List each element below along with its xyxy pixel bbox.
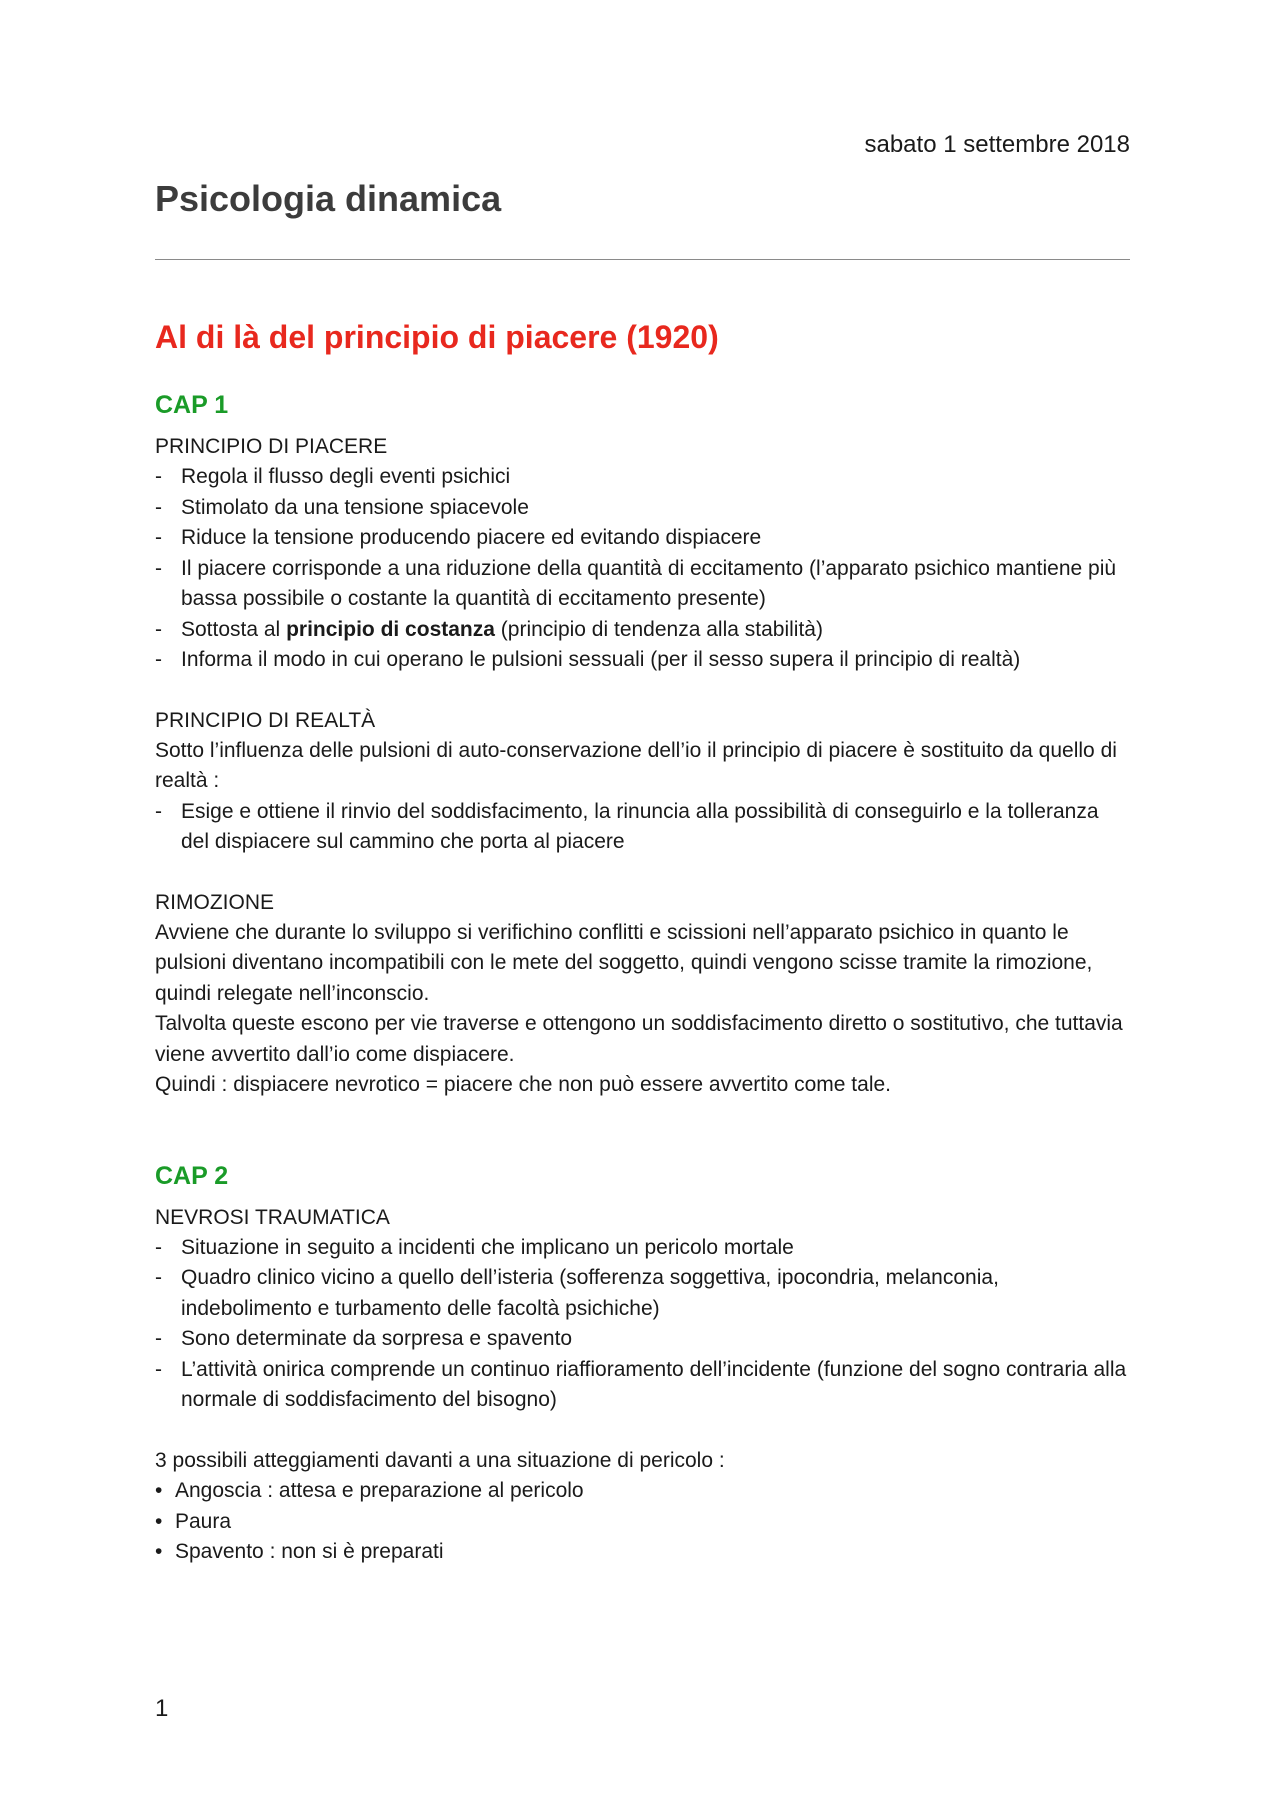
- list-item: • Angoscia : attesa e preparazione al pericolo: [155, 1476, 1130, 1507]
- list-item: - Informa il modo in cui operano le pulsioni sessuali (per il sesso supera il principio di realtà): [155, 645, 1130, 676]
- dash-marker: -: [155, 465, 162, 488]
- dash-marker: -: [155, 526, 162, 549]
- list-item: - Stimolato da una tensione spiacevole: [155, 493, 1130, 524]
- list-item: • Spavento : non si è preparati: [155, 1537, 1130, 1568]
- dash-marker: -: [155, 1266, 162, 1289]
- block-title-principio-realta: PRINCIPIO DI REALTÀ: [155, 708, 376, 732]
- rimozione-paragraph: Talvolta queste escono per vie traverse e ottengono un soddisfacimento diretto o sostitutivo, che tuttavia viene avvertito dall’io come dispiacere.: [155, 1012, 1123, 1066]
- dash-marker: -: [155, 1327, 162, 1350]
- bullet-marker: •: [155, 1479, 163, 1502]
- atteggiamenti-intro: 3 possibili atteggiamenti davanti a una situazione di pericolo :: [155, 1448, 725, 1472]
- list-item: - Regola il flusso degli eventi psichici: [155, 462, 1130, 493]
- page-number: 1: [155, 1695, 169, 1722]
- list-item: - Sono determinate da sorpresa e spavento: [155, 1324, 1130, 1355]
- dash-marker: -: [155, 495, 162, 519]
- list-item: - Sottosta al principio di costanza (principio di tendenza alla stabilità): [155, 615, 1130, 646]
- section-heading: Al di là del principio di piacere (1920): [155, 319, 719, 355]
- bullet-marker: •: [155, 1509, 163, 1533]
- title-divider: [155, 259, 1130, 260]
- dash-marker: -: [155, 1235, 162, 1259]
- list-item: - L’attività onirica comprende un continuo riaffioramento dell’incidente (funzione del sogno contraria alla normale di soddisfacimento del bisogno): [155, 1355, 1130, 1416]
- list-item: - Riduce la tensione producendo piacere ed evitando dispiacere: [155, 523, 1130, 554]
- dash-marker: -: [155, 1357, 162, 1381]
- list-item: - Esige e ottiene il rinvio del soddisfacimento, la rinuncia alla possibilità di conseguirlo e la tolleranza del dispiacere sul cammino che porta al piacere: [155, 797, 1130, 858]
- document-page: [155, 0, 1130, 1811]
- document-body: [155, 318, 1130, 1568]
- list-item: • Paura: [155, 1507, 1130, 1538]
- chapter-heading-1: CAP 1: [155, 391, 229, 419]
- list-item: - Quadro clinico vicino a quello dell’isteria (sofferenza soggettiva, ipocondria, melanconia, indebolimento e turbamento delle facoltà psichiche): [155, 1263, 1130, 1324]
- rimozione-paragraph: Quindi : dispiacere nevrotico = piacere che non può essere avvertito come tale.: [155, 1073, 891, 1096]
- bullet-marker: •: [155, 1540, 163, 1563]
- chapter-heading-2: CAP 2: [155, 1161, 229, 1190]
- dash-marker: -: [155, 556, 162, 580]
- emphasis-principio-costanza: principio di costanza: [286, 617, 495, 641]
- block-title-nevrosi-traumatica: NEVROSI TRAUMATICA: [155, 1205, 390, 1229]
- document-title: Psicologia dinamica: [155, 178, 502, 219]
- principio-realta-intro: Sotto l’influenza delle pulsioni di auto-conservazione dell’io il principio di piacere è sostituito da quello di realtà :: [155, 738, 1117, 792]
- dash-marker: -: [155, 799, 162, 823]
- principio-piacere-list: [155, 462, 1130, 676]
- dash-marker: -: [155, 648, 162, 671]
- list-item: - Situazione in seguito a incidenti che implicano un pericolo mortale: [155, 1233, 1130, 1264]
- atteggiamenti-list: [155, 1476, 1130, 1568]
- block-title-rimozione: RIMOZIONE: [155, 890, 274, 914]
- block-title-principio-piacere: PRINCIPIO DI PIACERE: [155, 435, 388, 458]
- dash-marker: -: [155, 617, 162, 641]
- nevrosi-list: [155, 1233, 1130, 1416]
- rimozione-paragraph: Avviene che durante lo sviluppo si verifichino conflitti e scissioni nell’apparato psichico in quanto le pulsioni diventano incompatibili con le mete del soggetto, quindi vengono scisse tramite la rimozione, quindi relegate nell’inconscio.: [155, 920, 1093, 1005]
- list-item: - Il piacere corrisponde a una riduzione della quantità di eccitamento (l’apparato psichico mantiene più bassa possibile o costante la quantità di eccitamento presente): [155, 554, 1130, 615]
- principio-realta-list: [155, 797, 1130, 858]
- document-date: sabato 1 settembre 2018: [864, 131, 1130, 158]
